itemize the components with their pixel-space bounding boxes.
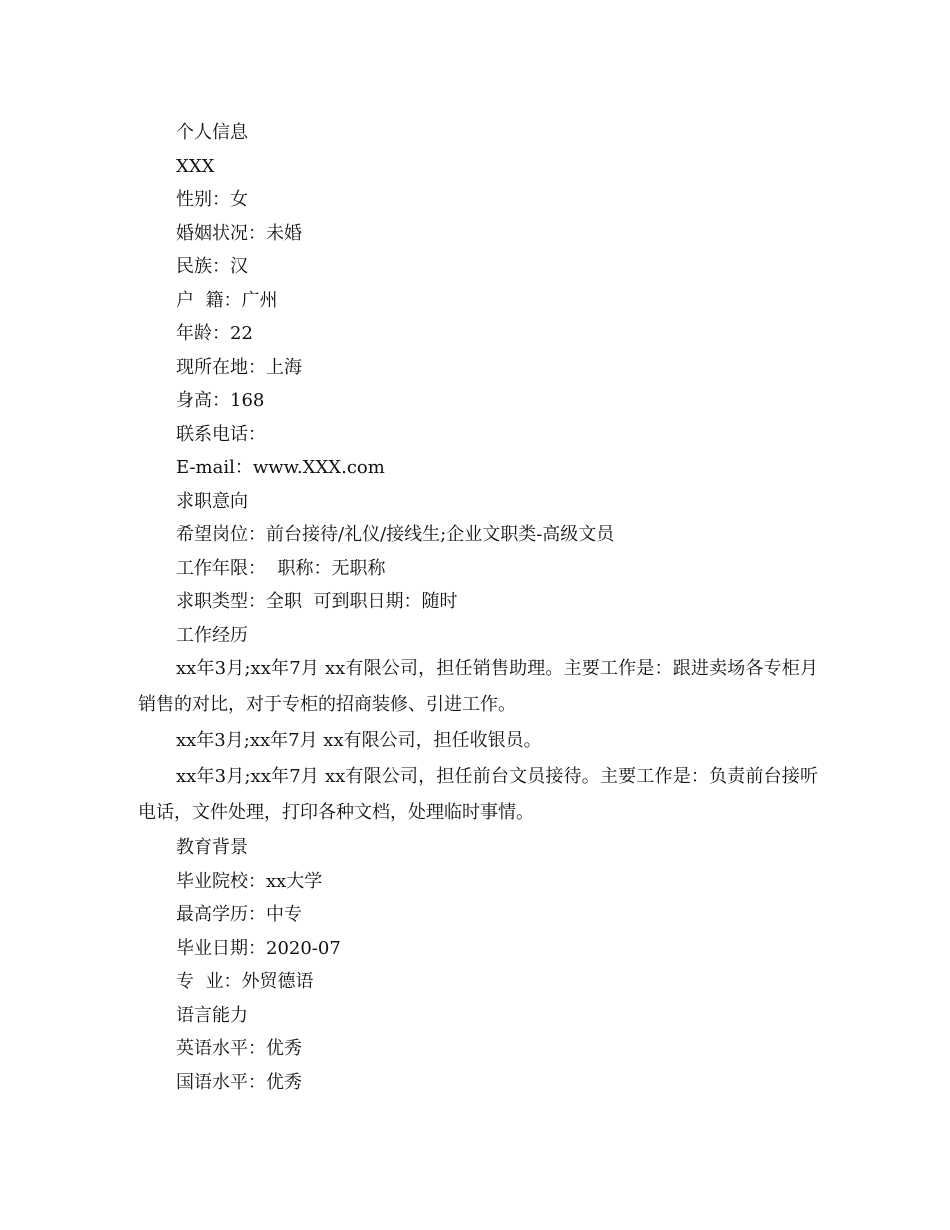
graduation-date-line: 毕业日期：2020-07: [176, 937, 341, 959]
current-location-line: 现所在地：上海: [176, 356, 302, 378]
major-line: 专 业：外贸德语: [176, 971, 314, 992]
school-line: 毕业院校：xx大学: [176, 870, 323, 892]
experience-paragraph-2: xx年3月;xx年7月 xx有限公司，担任收银员。: [176, 730, 542, 751]
english-level-line: 英语水平：优秀: [176, 1038, 302, 1059]
age-line: 年龄：22: [176, 323, 253, 344]
work-years-line: 工作年限： 职称：无职称: [176, 557, 386, 579]
resume-body: [138, 116, 818, 1099]
name-line: XXX: [176, 155, 215, 177]
ethnicity-line: 民族：汉: [176, 256, 248, 277]
phone-line: 联系电话：: [176, 423, 266, 445]
highest-degree-line: 最高学历：中专: [176, 904, 302, 925]
email-line: E-mail：www.XXX.com: [176, 457, 385, 478]
section-heading-work-experience: 工作经历: [176, 624, 248, 646]
job-type-line: 求职类型：全职 可到职日期：随时: [176, 591, 458, 612]
desired-position-line: 希望岗位：前台接待/礼仪/接线生;企业文职类-高级文员: [176, 524, 615, 545]
height-line: 身高：168: [176, 390, 265, 411]
gender-line: 性别：女: [176, 189, 248, 210]
section-heading-personal-info: 个人信息: [176, 122, 248, 143]
marital-status-line: 婚姻状况：未婚: [176, 222, 302, 244]
section-heading-job-intention: 求职意向: [176, 490, 248, 512]
mandarin-level-line: 国语水平：优秀: [176, 1071, 302, 1093]
section-heading-education: 教育背景: [176, 837, 248, 858]
household-line: 户 籍：广州: [176, 289, 278, 311]
section-heading-language: 语言能力: [176, 1004, 248, 1026]
experience-paragraph-1: xx年3月;xx年7月 xx有限公司，担任销售助理。主要工作是：跟进卖场各专柜月销售的对比，对于专柜的招商装修、引进工作。: [138, 658, 818, 715]
experience-paragraph-3: xx年3月;xx年7月 xx有限公司，担任前台文员接待。主要工作是：负责前台接听电话，文件处理，打印各种文档，处理临时事情。: [138, 766, 818, 823]
